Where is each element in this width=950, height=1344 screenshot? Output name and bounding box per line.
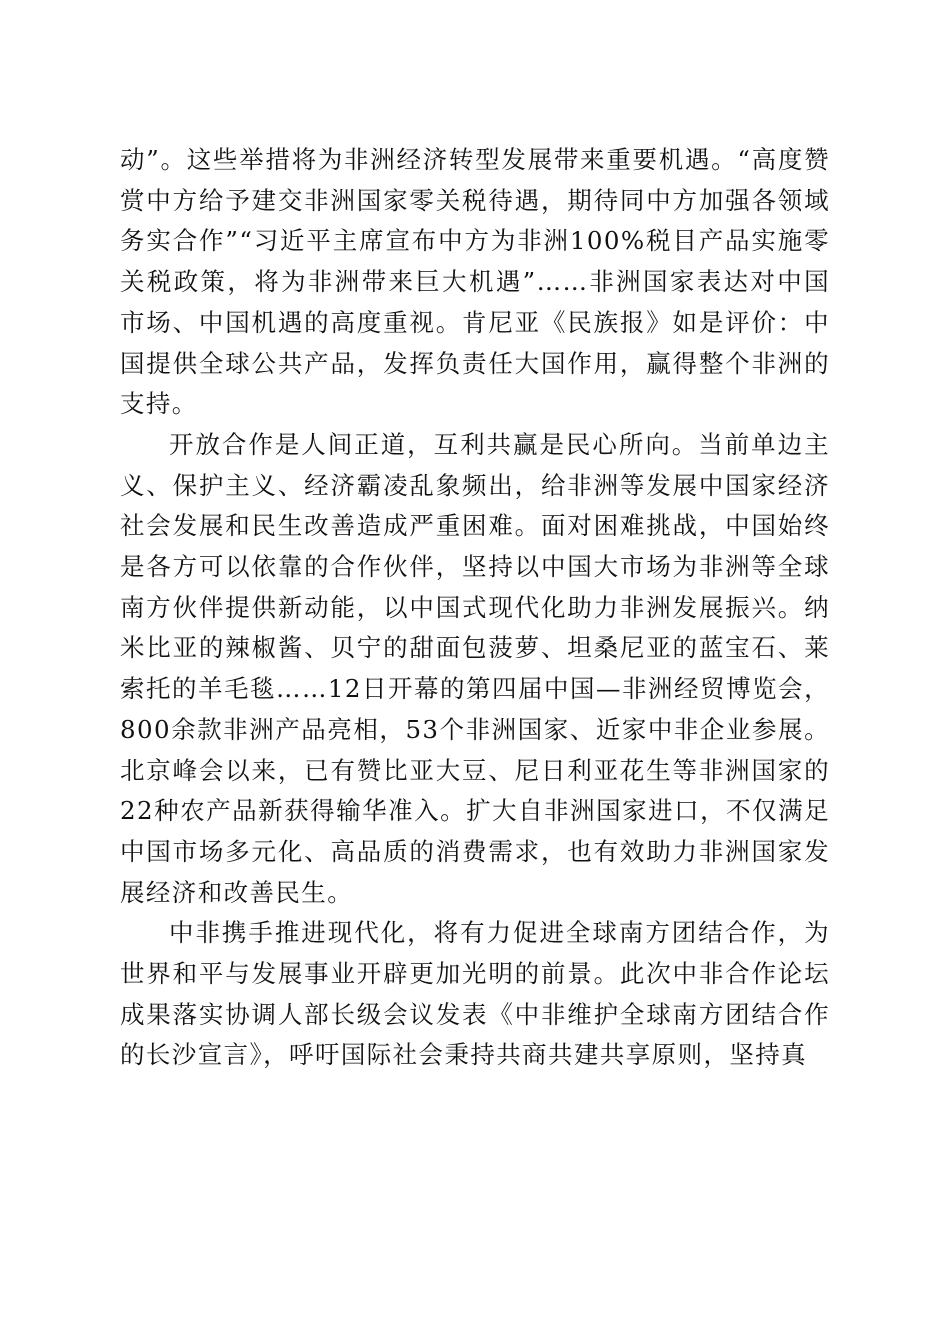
- paragraph-2: 开放合作是人间正道，互利共赢是民心所向。当前单边主义、保护主义、经济霸凌乱象频出，给非洲等发展中国家经济社会发展和民生改善造成严重困难。面对困难挑战，中国始终是各方可以依靠的合作伙伴，坚持以中国大市场为非洲等全球南方伙伴提供新动能，以中国式现代化助力非洲发展振兴。纳米比亚的辣椒酱、贝宁的甜面包菠萝、坦桑尼亚的蓝宝石、莱索托的羊毛毯……12日开幕的第四届中国—非洲经贸博览会，800余款非洲产品亮相，53个非洲国家、近家中非企业参展。北京峰会以来，已有赞比亚大豆、尼日利亚花生等非洲国家的22种农产品新获得输华准入。扩大自非洲国家进口，不仅满足中国市场多元化、高品质的消费需求，也有效助力非洲国家发展经济和改善民生。: [120, 429, 830, 907]
- article-body: [120, 140, 830, 1076]
- paragraph-3: 中非携手推进现代化，将有力促进全球南方团结合作，为世界和平与发展事业开辟更加光明的前景。此次中非合作论坛成果落实协调人部长级会议发表《中非维护全球南方团结合作的长沙宣言》，呼吁国际社会秉持共商共建共享原则，坚持真: [120, 918, 830, 1070]
- paragraph-1: 动”。这些举措将为非洲经济转型发展带来重要机遇。“高度赞赏中方给予建交非洲国家零关税待遇，期待同中方加强各领域务实合作”“习近平主席宣布中方为非洲100%税目产品实施零关税政策，将为非洲带来巨大机遇”……非洲国家表达对中国市场、中国机遇的高度重视。肯尼亚《民族报》如是评价：中国提供全球公共产品，发挥负责任大国作用，赢得整个非洲的支持。: [120, 145, 830, 419]
